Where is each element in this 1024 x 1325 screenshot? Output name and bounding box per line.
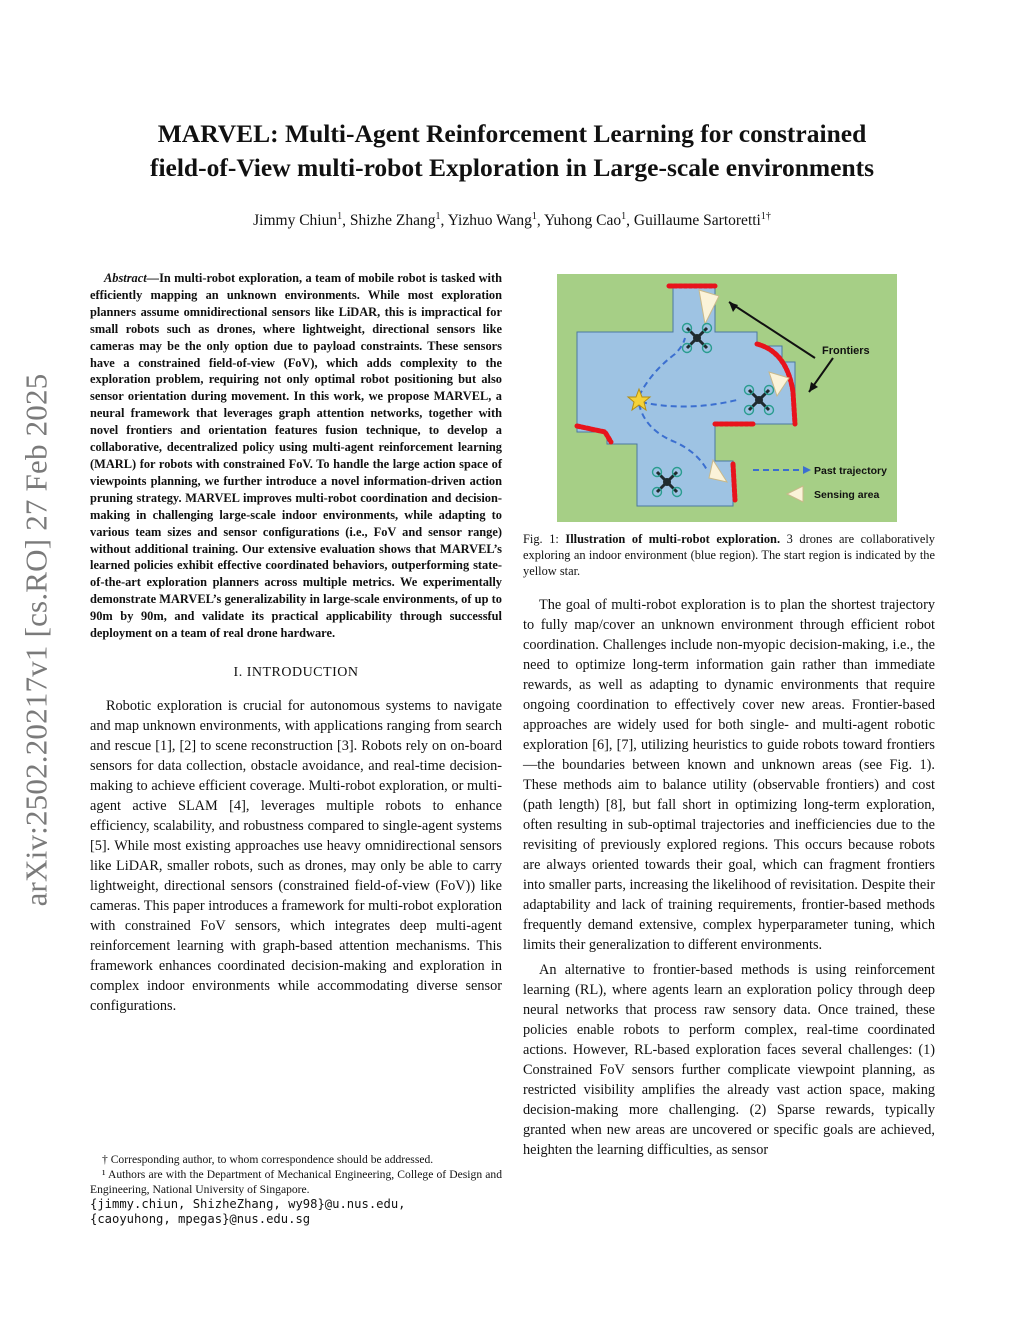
author xyxy=(350,212,448,229)
author-name: Yuhong Cao xyxy=(544,212,622,230)
arxiv-identifier: arXiv:2502.20217v1 [cs.RO] 27 Feb 2025 xyxy=(18,373,53,907)
author-affiliation-mark: 1 xyxy=(531,211,537,222)
right-paragraph-2: An alternative to frontier-based methods is using reinforcement learning (RL), where agents learn an exploration policy through deep neural networks that process raw sensory data. Once trained, these policies enable robots to perform complex, real-time coordinated actions. However, RL-based exploration faces several challenges: (1) Constrained FoV sensors further complicate viewpoint planning, as restricted visibility amplifies the already vast action space, making decision-making more challenging. (2) Sparse rewards, typically granted when new areas are uncovered or specific goals are achieved, heighten the learning difficulties, as sensor xyxy=(523,962,935,1158)
right-paragraph-1: The goal of multi-robot exploration is to plan the shortest trajectory to fully map/cover an unknown environment through efficient robot coordination. Challenges include non-myopic decision-making, i.e., the need to optimize long-term information gain rather than immediate rewards, as well as adapting to dynamic environments that require ongoing coordination to effectively cover new areas. Frontier-based approaches are widely used for both single- and multi-agent robotic exploration [6], [7], utilizing heuristics to guide robots toward frontiers—the boundaries between known and unknown areas (see Fig. 1). These methods aim to balance utility (observable frontiers) and cost (path length) [8], but fall short in optimizing long-term exploration, often resulting in sub-optimal trajectories and inefficiencies due to the revisiting of previously explored regions. This occurs because robots are always oriented towards their goal, which can fragment frontiers into smaller parts, increasing the likelihood of revisitation. Despite their adaptability and lack of training requirements, frontier-based methods frequently demand extensive, complex hyperparameter tuning, which limits their generalization to different environments. xyxy=(523,597,935,953)
footnotes xyxy=(90,1152,502,1227)
author-affiliation-mark: 1 xyxy=(435,211,441,222)
frontier xyxy=(733,464,735,500)
author xyxy=(634,212,771,229)
legend-past-trajectory-label: Past trajectory xyxy=(814,465,887,477)
arxiv-sidebar xyxy=(14,330,58,950)
author-name: Jimmy Chiun xyxy=(253,212,338,230)
author xyxy=(544,212,634,229)
author-separator: , xyxy=(536,212,545,230)
caption-prefix: Fig. 1: xyxy=(523,532,566,546)
author-separator: , xyxy=(440,212,448,230)
author-affiliation-mark: 1 xyxy=(621,211,627,222)
exploration-illustration xyxy=(557,274,897,522)
caption-title: Illustration of multi-robot exploration. xyxy=(565,532,781,546)
paper-title xyxy=(110,117,914,185)
abstract-label: Abstract— xyxy=(104,271,160,285)
author xyxy=(253,212,350,229)
legend-sensing-area-label: Sensing area xyxy=(814,489,880,501)
author-affiliation-mark: 1 xyxy=(337,211,343,222)
footnote-email-line-1: {jimmy.chiun, ShizheZhang, wy98}@u.nus.edu, xyxy=(90,1197,406,1211)
title-line-1: MARVEL: Multi-Agent Reinforcement Learning for constrained xyxy=(157,119,867,148)
abstract xyxy=(90,270,502,642)
footnote-email-line-2: {caoyuhong, mpegas}@nus.edu.sg xyxy=(90,1212,311,1226)
author-name: Guillaume Sartoretti xyxy=(633,212,761,230)
intro-paragraph-1: Robotic exploration is crucial for autonomous systems to navigate and map unknown environments, with applications ranging from search and rescue [1], [2] to scene reconstruction [3]. Robots rely on on-board sensors for data collection, obstacle avoidance, and real-time decision-making to achieve efficient coverage. Multi-robot exploration, or multi-agent active SLAM [4], leverages multiple robots to enhance efficiency, scalability, and robustness compared to single-agent systems [5]. While most existing approaches use heavy omnidirectional sensors like LiDAR, smaller robots, such as drones, may only be able to carry lightweight, directional sensors (constrained field-of-view (FoV)) like cameras. This paper introduces a framework for multi-robot exploration with constrained FoV sensors, which integrates deep multi-agent reinforcement learning with graph-based attention mechanisms. This framework enhances coordinated decision-making and exploration in complex indoor environments while accommodating diverse sensor configurations. xyxy=(90,697,502,1014)
abstract-text: In multi-robot exploration, a team of mobile robot is tasked with efficiently mapping an unknown environments. While most exploration planners assume omnidirectional sensors like LiDAR, this is impractical for small robots such as drones, where lightweight, directional sensors like cameras may be the only option due to payload constraints. These sensors have a constrained field-of-view (FoV), which adds complexity to the exploration problem, requiring not only optimal robot positioning but also sensor orientation during movement. In this work, we propose MARVEL, a neural framework that leverages graph attention networks, together with novel frontiers and orientation features fusion technique, to develop a collaborative, decentralized policy using multi-agent reinforcement learning (MARL) for robots with constrained FoV. To handle the large action space of viewpoints planning, we further introduce a novel information-driven action pruning strategy. MARVEL improves multi-robot coordination and decision-making in challenging large-scale indoor environments, while adapting to various team sizes and sensor configurations (i.e., FoV and sensor range) without additional training. Our extensive evaluation shows that MARVEL’s learned policies exhibit effective coordinated behaviors, outperforming state-of-the-art exploration planners across multiple metrics. We experimentally demonstrate MARVEL’s generalizability in large-scale environments, of up to 90m by 90m, and validate its practical applicability through successful deployment on a team of real drone hardware. xyxy=(90,271,502,641)
author xyxy=(448,212,544,229)
legend-frontiers-label: Frontiers xyxy=(822,345,870,357)
right-column xyxy=(523,270,935,1165)
author-name: Yizhuo Wang xyxy=(447,212,532,230)
caption-text: 3 drones are collaboratively exploring an indoor environment (blue region). The start region is indicated by the yellow star. xyxy=(523,532,935,578)
author-separator: , xyxy=(342,212,350,230)
footnote-corresponding-author: † Corresponding author, to whom correspondence should be addressed. xyxy=(102,1153,434,1166)
footnote-affiliation: ¹ Authors are with the Department of Mechanical Engineering, College of Design and Engineering, National University of Singapore. xyxy=(90,1168,502,1196)
author-separator: , xyxy=(626,212,634,230)
author-affiliation-mark: 1† xyxy=(760,211,771,222)
figure-1 xyxy=(557,274,897,522)
title-line-2: field-of-View multi-robot Exploration in Large-scale environments xyxy=(149,153,875,182)
author-name: Shizhe Zhang xyxy=(349,212,436,230)
left-column xyxy=(90,270,502,1021)
author-list xyxy=(110,211,914,230)
figure-caption xyxy=(523,531,935,579)
section-heading-introduction: I. INTRODUCTION xyxy=(233,664,359,680)
